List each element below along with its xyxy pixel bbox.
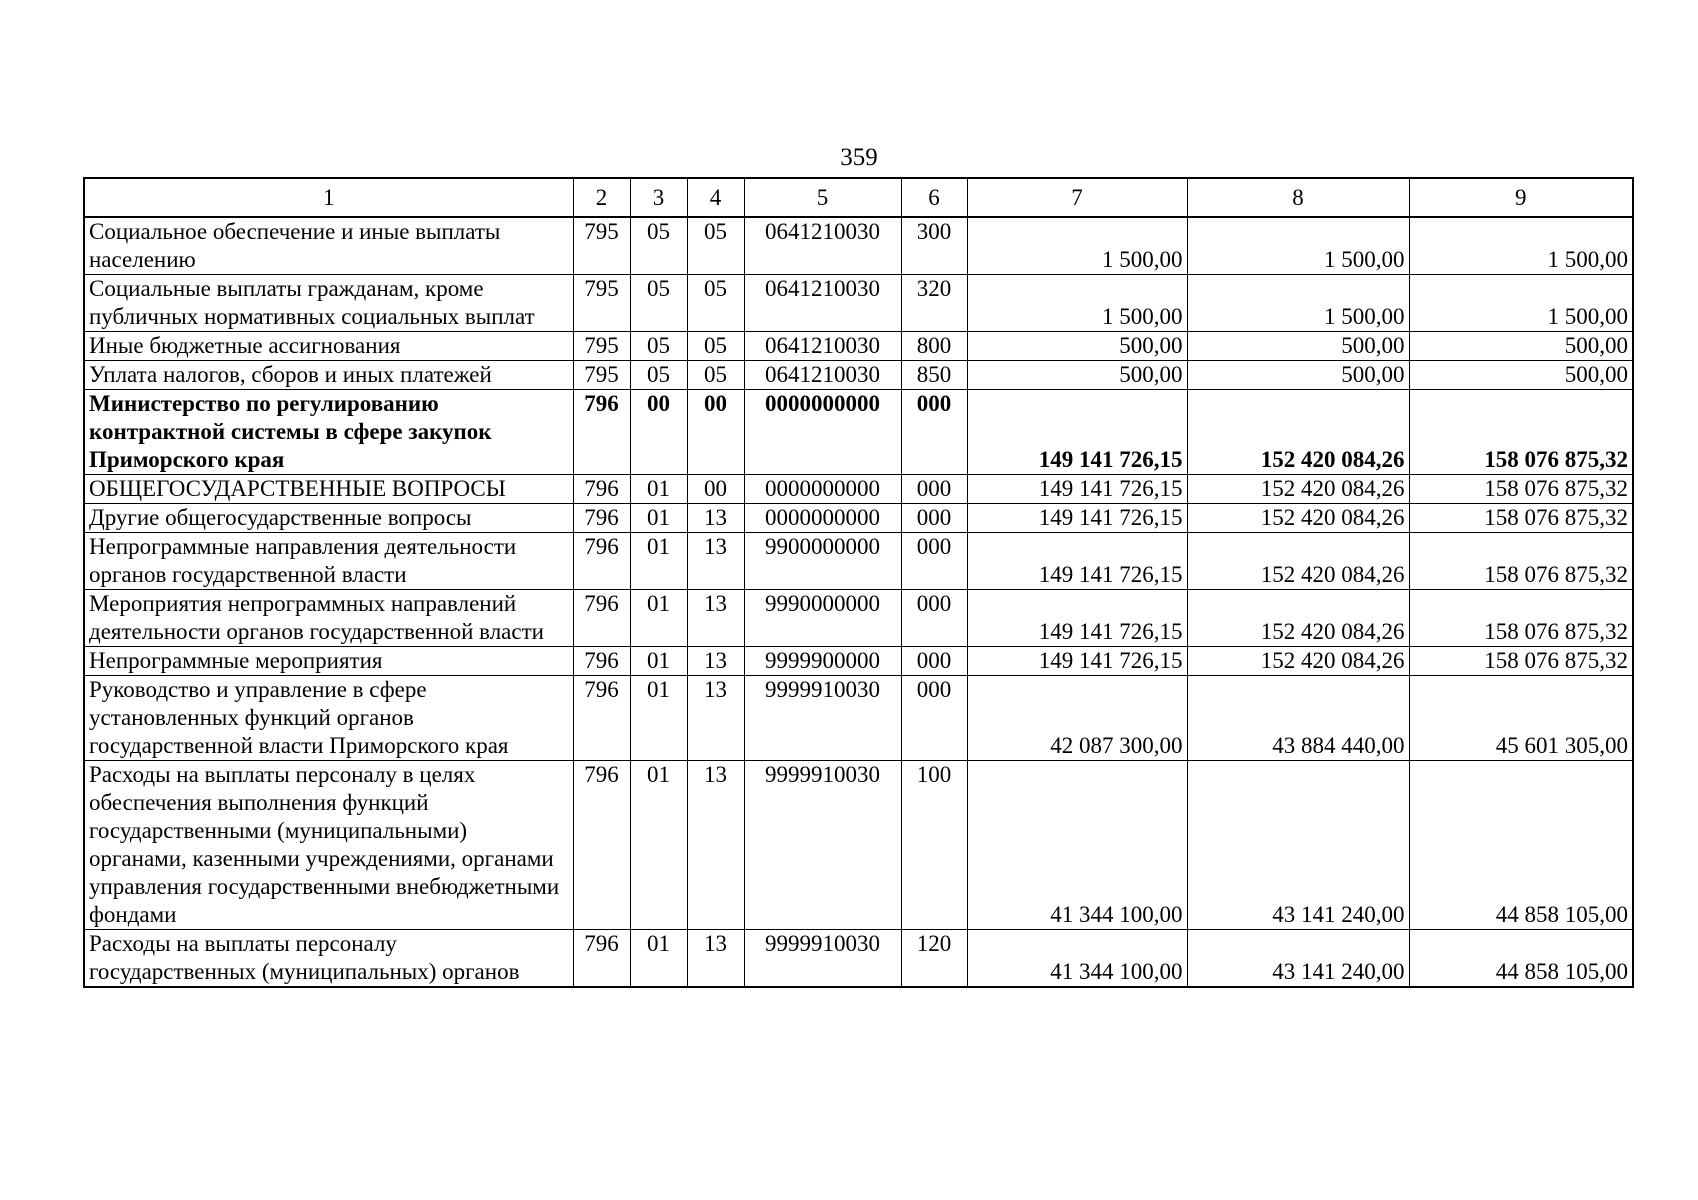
subsection-code: 13 [687, 533, 744, 590]
column-header-2: 2 [573, 178, 630, 217]
ministry-code: 796 [573, 475, 630, 504]
item-name: ОБЩЕГОСУДАРСТВЕННЫЕ ВОПРОСЫ [84, 475, 573, 504]
subsection-code: 13 [687, 761, 744, 930]
table-row [84, 275, 1633, 332]
amount-col-7: 41 344 100,00 [967, 930, 1187, 988]
amount-col-8: 1 500,00 [1187, 217, 1409, 275]
section-code: 01 [630, 590, 687, 647]
item-name: Иные бюджетные ассигнования [84, 332, 573, 361]
subsection-code: 13 [687, 504, 744, 533]
amount-col-9: 158 076 875,32 [1409, 590, 1633, 647]
subsection-code: 13 [687, 647, 744, 676]
amount-col-7: 149 141 726,15 [967, 390, 1187, 475]
amount-col-9: 158 076 875,32 [1409, 533, 1633, 590]
item-name: Другие общегосударственные вопросы [84, 504, 573, 533]
column-header-6: 6 [901, 178, 967, 217]
subsection-code: 05 [687, 332, 744, 361]
amount-col-7: 41 344 100,00 [967, 761, 1187, 930]
ministry-code: 796 [573, 761, 630, 930]
table-row [84, 332, 1633, 361]
page-number: 359 [840, 144, 878, 171]
subsection-code: 05 [687, 361, 744, 390]
table-row [84, 590, 1633, 647]
section-code: 01 [630, 930, 687, 988]
table-body [84, 217, 1633, 987]
amount-col-7: 42 087 300,00 [967, 676, 1187, 761]
subsection-code: 13 [687, 676, 744, 761]
ministry-code: 796 [573, 676, 630, 761]
ministry-code: 795 [573, 275, 630, 332]
table-row [84, 390, 1633, 475]
item-name: Расходы на выплаты персоналу в целях обеспечения выполнения функций государственными (муниципальными) органами, казенными учреждениями, органами управления государственными внебюджетными фондами [84, 761, 573, 930]
table-row [84, 647, 1633, 676]
ministry-code: 795 [573, 361, 630, 390]
header-row [84, 178, 1633, 217]
item-name: Мероприятия непрограммных направлений деятельности органов государственной власти [84, 590, 573, 647]
section-code: 05 [630, 217, 687, 275]
subsection-code: 13 [687, 930, 744, 988]
amount-col-9: 158 076 875,32 [1409, 504, 1633, 533]
subsection-code: 05 [687, 217, 744, 275]
subsection-code: 05 [687, 275, 744, 332]
amount-col-8: 152 420 084,26 [1187, 504, 1409, 533]
ministry-code: 796 [573, 647, 630, 676]
amount-col-8: 500,00 [1187, 332, 1409, 361]
target-article-code: 9999910030 [744, 930, 901, 988]
amount-col-8: 152 420 084,26 [1187, 533, 1409, 590]
item-name: Расходы на выплаты персоналу государственных (муниципальных) органов [84, 930, 573, 988]
amount-col-8: 152 420 084,26 [1187, 647, 1409, 676]
section-code: 01 [630, 676, 687, 761]
expense-type-code: 000 [901, 533, 967, 590]
expense-type-code: 120 [901, 930, 967, 988]
expense-type-code: 320 [901, 275, 967, 332]
column-header-4: 4 [687, 178, 744, 217]
target-article-code: 0641210030 [744, 361, 901, 390]
amount-col-8: 500,00 [1187, 361, 1409, 390]
amount-col-7: 149 141 726,15 [967, 533, 1187, 590]
target-article-code: 0641210030 [744, 217, 901, 275]
amount-col-9: 158 076 875,32 [1409, 390, 1633, 475]
ministry-code: 796 [573, 930, 630, 988]
amount-col-7: 149 141 726,15 [967, 590, 1187, 647]
target-article-code: 9999910030 [744, 761, 901, 930]
ministry-code: 795 [573, 217, 630, 275]
expense-type-code: 000 [901, 504, 967, 533]
table-row [84, 475, 1633, 504]
amount-col-8: 43 141 240,00 [1187, 761, 1409, 930]
target-article-code: 0641210030 [744, 275, 901, 332]
subsection-code: 00 [687, 475, 744, 504]
table-row [84, 217, 1633, 275]
expense-type-code: 800 [901, 332, 967, 361]
item-name: Непрограммные мероприятия [84, 647, 573, 676]
amount-col-8: 43 884 440,00 [1187, 676, 1409, 761]
ministry-code: 796 [573, 390, 630, 475]
column-header-1: 1 [84, 178, 573, 217]
target-article-code: 9990000000 [744, 590, 901, 647]
expense-type-code: 300 [901, 217, 967, 275]
table-row [84, 676, 1633, 761]
section-code: 01 [630, 647, 687, 676]
ministry-code: 795 [573, 332, 630, 361]
section-code: 01 [630, 504, 687, 533]
section-code: 05 [630, 275, 687, 332]
amount-col-7: 500,00 [967, 332, 1187, 361]
expense-type-code: 100 [901, 761, 967, 930]
expense-type-code: 000 [901, 590, 967, 647]
amount-col-8: 43 141 240,00 [1187, 930, 1409, 988]
section-code: 01 [630, 475, 687, 504]
section-code: 05 [630, 332, 687, 361]
table-row [84, 930, 1633, 988]
amount-col-8: 152 420 084,26 [1187, 590, 1409, 647]
subsection-code: 13 [687, 590, 744, 647]
section-code: 05 [630, 361, 687, 390]
amount-col-8: 152 420 084,26 [1187, 475, 1409, 504]
column-header-9: 9 [1409, 178, 1633, 217]
target-article-code: 9900000000 [744, 533, 901, 590]
column-header-7: 7 [967, 178, 1187, 217]
amount-col-9: 158 076 875,32 [1409, 647, 1633, 676]
subsection-code: 00 [687, 390, 744, 475]
table-header [84, 178, 1633, 217]
target-article-code: 0641210030 [744, 332, 901, 361]
expense-type-code: 000 [901, 390, 967, 475]
ministry-code: 796 [573, 533, 630, 590]
amount-col-7: 500,00 [967, 361, 1187, 390]
column-header-3: 3 [630, 178, 687, 217]
amount-col-9: 1 500,00 [1409, 217, 1633, 275]
item-name: Уплата налогов, сборов и иных платежей [84, 361, 573, 390]
item-name: Социальные выплаты гражданам, кроме публичных нормативных социальных выплат [84, 275, 573, 332]
target-article-code: 0000000000 [744, 475, 901, 504]
amount-col-7: 1 500,00 [967, 217, 1187, 275]
expense-type-code: 000 [901, 676, 967, 761]
target-article-code: 9999900000 [744, 647, 901, 676]
item-name: Министерство по регулированию контрактной системы в сфере закупок Приморского края [84, 390, 573, 475]
target-article-code: 0000000000 [744, 390, 901, 475]
item-name: Непрограммные направления деятельности органов государственной власти [84, 533, 573, 590]
table-row [84, 761, 1633, 930]
item-name: Руководство и управление в сфере установленных функций органов государственной власти Приморского края [84, 676, 573, 761]
ministry-code: 796 [573, 504, 630, 533]
ministry-code: 796 [573, 590, 630, 647]
item-name: Социальное обеспечение и иные выплаты населению [84, 217, 573, 275]
amount-col-9: 500,00 [1409, 361, 1633, 390]
amount-col-7: 149 141 726,15 [967, 504, 1187, 533]
expense-type-code: 850 [901, 361, 967, 390]
amount-col-8: 152 420 084,26 [1187, 390, 1409, 475]
amount-col-9: 44 858 105,00 [1409, 761, 1633, 930]
expense-type-code: 000 [901, 475, 967, 504]
target-article-code: 0000000000 [744, 504, 901, 533]
amount-col-9: 44 858 105,00 [1409, 930, 1633, 988]
expense-type-code: 000 [901, 647, 967, 676]
section-code: 00 [630, 390, 687, 475]
table-row [84, 533, 1633, 590]
amount-col-8: 1 500,00 [1187, 275, 1409, 332]
amount-col-9: 500,00 [1409, 332, 1633, 361]
table-row [84, 361, 1633, 390]
section-code: 01 [630, 533, 687, 590]
section-code: 01 [630, 761, 687, 930]
amount-col-9: 158 076 875,32 [1409, 475, 1633, 504]
amount-col-7: 149 141 726,15 [967, 647, 1187, 676]
amount-col-7: 1 500,00 [967, 275, 1187, 332]
target-article-code: 9999910030 [744, 676, 901, 761]
column-header-5: 5 [744, 178, 901, 217]
amount-col-9: 45 601 305,00 [1409, 676, 1633, 761]
budget-table [83, 177, 1634, 988]
amount-col-7: 149 141 726,15 [967, 475, 1187, 504]
amount-col-9: 1 500,00 [1409, 275, 1633, 332]
column-header-8: 8 [1187, 178, 1409, 217]
table-row [84, 504, 1633, 533]
